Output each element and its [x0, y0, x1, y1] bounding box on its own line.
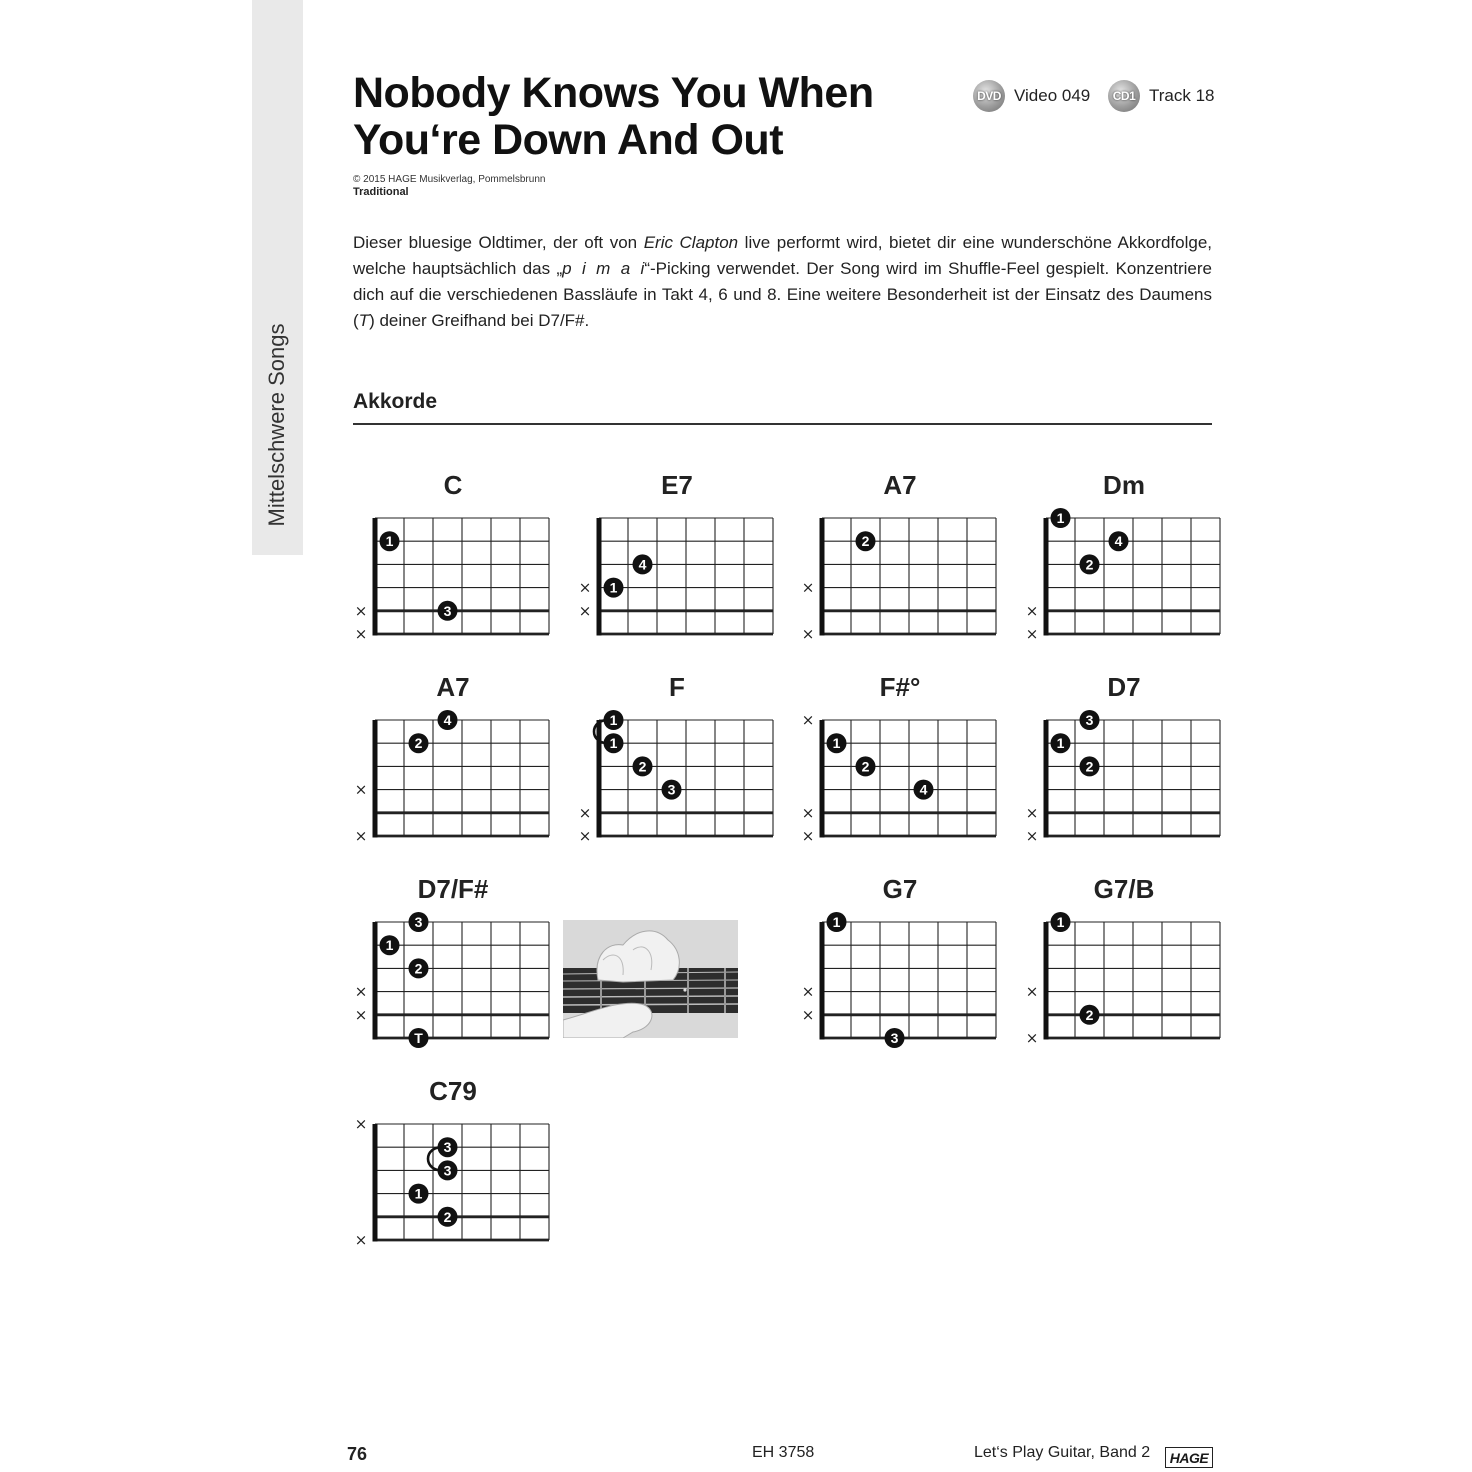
finger-dot: [885, 1028, 905, 1048]
intro-text-4: ) deiner Greifhand bei D7/F#.: [369, 311, 590, 330]
chord-name: D7/F#: [417, 874, 489, 904]
svg-text:1: 1: [609, 712, 618, 728]
chord-diagram: [800, 672, 1000, 852]
chord-name: G7/B: [1093, 874, 1155, 904]
svg-text:2: 2: [414, 960, 423, 977]
chord-diagram: [577, 470, 777, 650]
chord-diagram: [353, 1076, 553, 1256]
chord-fretboard: [577, 672, 777, 852]
finger-dot: [438, 1207, 458, 1227]
finger-dot: [662, 780, 682, 800]
svg-text:2: 2: [638, 758, 647, 775]
finger-dot: [633, 554, 653, 574]
intro-text-3: “-Picking verwendet. Der Song wird im Shuffle-Feel gespielt. Konzentriere dich auf die verschiedenen Bassläufe in Takt 4, 6 und 8. Eine weitere Besonderheit ist der Einsatz des Daumens (: [353, 259, 1212, 330]
muted-string-mark: ×: [578, 827, 592, 845]
chord-fretboard: [353, 672, 553, 852]
muted-string-mark: ×: [354, 827, 368, 845]
chord-fretboard: [800, 874, 1000, 1054]
chord-diagram: [577, 672, 777, 852]
muted-string-mark: ×: [1025, 982, 1039, 1001]
chord-name: D7: [1107, 672, 1141, 702]
chord-fretboard: [1024, 672, 1224, 852]
dvd-label: Video 049: [1014, 86, 1091, 105]
chord-name: F: [669, 672, 685, 702]
cd-icon: CD1: [1108, 80, 1140, 112]
chord-diagram: [800, 470, 1000, 650]
finger-dot: [1051, 912, 1071, 932]
chord-diagram: [353, 672, 553, 852]
finger-dot: [1109, 531, 1129, 551]
nut: [373, 518, 378, 636]
finger-dot: [380, 531, 400, 551]
intro-text-1: Dieser bluesige Oldtimer, der oft von: [353, 233, 644, 252]
chord-name: A7: [883, 470, 917, 500]
intro-picking: p i m a i: [562, 259, 645, 278]
finger-dot: [856, 756, 876, 776]
intro-artist: Eric Clapton: [643, 233, 739, 252]
svg-text:3: 3: [890, 1030, 899, 1046]
copyright: © 2015 HAGE Musikverlag, Pommelsbrunn: [353, 174, 546, 185]
finger-dot: [827, 733, 847, 753]
muted-string-mark: ×: [1025, 827, 1039, 845]
chord-name: Dm: [1103, 470, 1145, 500]
svg-text:2: 2: [443, 1208, 452, 1225]
finger-dot: [914, 780, 934, 800]
composer: Traditional: [353, 186, 409, 198]
muted-string-mark: ×: [354, 1231, 368, 1249]
muted-string-mark: ×: [801, 578, 815, 597]
muted-string-mark: ×: [354, 780, 368, 799]
svg-text:1: 1: [609, 735, 618, 752]
cd-label: Track 18: [1149, 86, 1215, 105]
finger-dot: [1080, 756, 1100, 776]
svg-text:2: 2: [1085, 556, 1094, 573]
chord-fretboard: [1024, 470, 1224, 650]
svg-text:4: 4: [919, 781, 928, 798]
section-rule: [353, 423, 1212, 425]
dvd-reference: [973, 80, 1090, 112]
nut: [597, 518, 602, 636]
nut: [373, 720, 378, 838]
finger-dot: [856, 531, 876, 551]
finger-dot: [604, 710, 624, 730]
finger-dot: [1080, 1005, 1100, 1025]
chord-diagram: [1024, 470, 1224, 650]
svg-text:1: 1: [832, 914, 841, 930]
svg-text:3: 3: [443, 1162, 452, 1179]
chord-fretboard: [353, 1076, 553, 1256]
chord-name: C79: [429, 1076, 477, 1106]
svg-text:3: 3: [414, 914, 423, 930]
nut: [820, 922, 825, 1040]
chord-name: G7: [882, 874, 918, 904]
muted-string-mark: ×: [578, 578, 592, 597]
chord-diagram: [353, 874, 553, 1054]
nut: [1044, 518, 1049, 636]
finger-dot: [438, 601, 458, 621]
svg-text:1: 1: [414, 1185, 423, 1202]
svg-text:2: 2: [414, 735, 423, 752]
svg-text:1: 1: [385, 937, 394, 954]
muted-string-mark: ×: [354, 1115, 368, 1133]
finger-dot: [1051, 508, 1071, 528]
chord-diagram: [1024, 874, 1224, 1054]
muted-string-mark: ×: [354, 982, 368, 1001]
chord-name: E7: [661, 470, 693, 500]
svg-text:4: 4: [1114, 533, 1123, 550]
muted-string-mark: ×: [578, 803, 592, 822]
svg-text:1: 1: [1056, 914, 1065, 930]
nut: [373, 922, 378, 1040]
svg-text:4: 4: [638, 556, 647, 573]
finger-dot: [1080, 554, 1100, 574]
svg-text:1: 1: [1056, 735, 1065, 752]
svg-text:1: 1: [609, 579, 618, 596]
finger-dot: [1051, 733, 1071, 753]
svg-text:3: 3: [443, 602, 452, 619]
dvd-icon: DVD: [973, 80, 1005, 112]
svg-text:2: 2: [861, 758, 870, 775]
song-title: [353, 70, 874, 164]
finger-dot: [380, 935, 400, 955]
svg-text:1: 1: [385, 533, 394, 550]
cd-reference: [1108, 80, 1215, 112]
nut: [373, 1124, 378, 1242]
nut: [820, 720, 825, 838]
finger-dot: [604, 578, 624, 598]
title-line-2: You‘re Down And Out: [353, 116, 784, 164]
nut: [1044, 720, 1049, 838]
finger-dot: [438, 1137, 458, 1157]
intro-thumb: T: [358, 311, 370, 330]
muted-string-mark: ×: [1025, 1029, 1039, 1047]
intro-text-2: live performt wird, bietet dir eine wunderschöne Akkordfolge, welche hauptsächlich das „: [353, 233, 1213, 278]
finger-dot: [409, 733, 429, 753]
muted-string-mark: ×: [578, 601, 592, 620]
muted-string-mark: ×: [354, 601, 368, 620]
svg-text:2: 2: [1085, 1006, 1094, 1023]
muted-string-mark: ×: [354, 625, 368, 643]
page-number: 76: [347, 1444, 368, 1464]
finger-dot: [438, 1160, 458, 1180]
chord-name: A7: [436, 672, 470, 702]
chord-fretboard: [353, 874, 553, 1054]
finger-dot: [409, 912, 429, 932]
chord-diagram: [800, 874, 1000, 1054]
muted-string-mark: ×: [1025, 625, 1039, 643]
svg-text:2: 2: [1085, 758, 1094, 775]
finger-dot: [1080, 710, 1100, 730]
finger-dot: [827, 912, 847, 932]
thumb-grip-photo: [563, 920, 738, 1038]
edition-code: EH 3758: [752, 1444, 815, 1461]
muted-string-mark: ×: [354, 1005, 368, 1024]
finger-dot: [409, 1028, 429, 1048]
finger-dot: [604, 733, 624, 753]
chord-diagram: [1024, 672, 1224, 852]
chord-fretboard: [353, 470, 553, 650]
svg-text:1: 1: [832, 735, 841, 752]
chord-fretboard: [1024, 874, 1224, 1054]
hage-logo: HAGE: [1165, 1447, 1213, 1468]
title-line-1: Nobody Knows You When: [353, 69, 874, 117]
muted-string-mark: ×: [801, 803, 815, 822]
intro-paragraph: [353, 230, 1212, 334]
chord-diagram: [353, 470, 553, 650]
muted-string-mark: ×: [1025, 601, 1039, 620]
finger-dot: [633, 756, 653, 776]
nut: [1044, 922, 1049, 1040]
muted-string-mark: ×: [801, 625, 815, 643]
muted-string-mark: ×: [1025, 803, 1039, 822]
book-title: Let‘s Play Guitar, Band 2: [974, 1444, 1151, 1461]
svg-text:3: 3: [667, 781, 676, 798]
svg-text:3: 3: [443, 1139, 452, 1156]
muted-string-mark: ×: [801, 1005, 815, 1024]
side-tab-label: Mittelschwere Songs: [264, 323, 289, 527]
chord-fretboard: [577, 470, 777, 650]
chord-name: F#°: [879, 672, 921, 702]
svg-text:3: 3: [1085, 712, 1094, 728]
muted-string-mark: ×: [801, 982, 815, 1001]
finger-dot: [438, 710, 458, 730]
svg-text:T: T: [414, 1030, 423, 1046]
svg-text:4: 4: [443, 712, 452, 728]
muted-string-mark: ×: [801, 827, 815, 845]
chord-fretboard: [800, 672, 1000, 852]
finger-dot: [409, 958, 429, 978]
svg-text:2: 2: [861, 533, 870, 550]
chord-name: C: [443, 470, 463, 500]
muted-string-mark: ×: [801, 711, 815, 729]
section-title: Akkorde: [353, 390, 438, 413]
chord-fretboard: [800, 470, 1000, 650]
nut: [820, 518, 825, 636]
svg-text:1: 1: [1056, 510, 1065, 526]
finger-dot: [409, 1184, 429, 1204]
